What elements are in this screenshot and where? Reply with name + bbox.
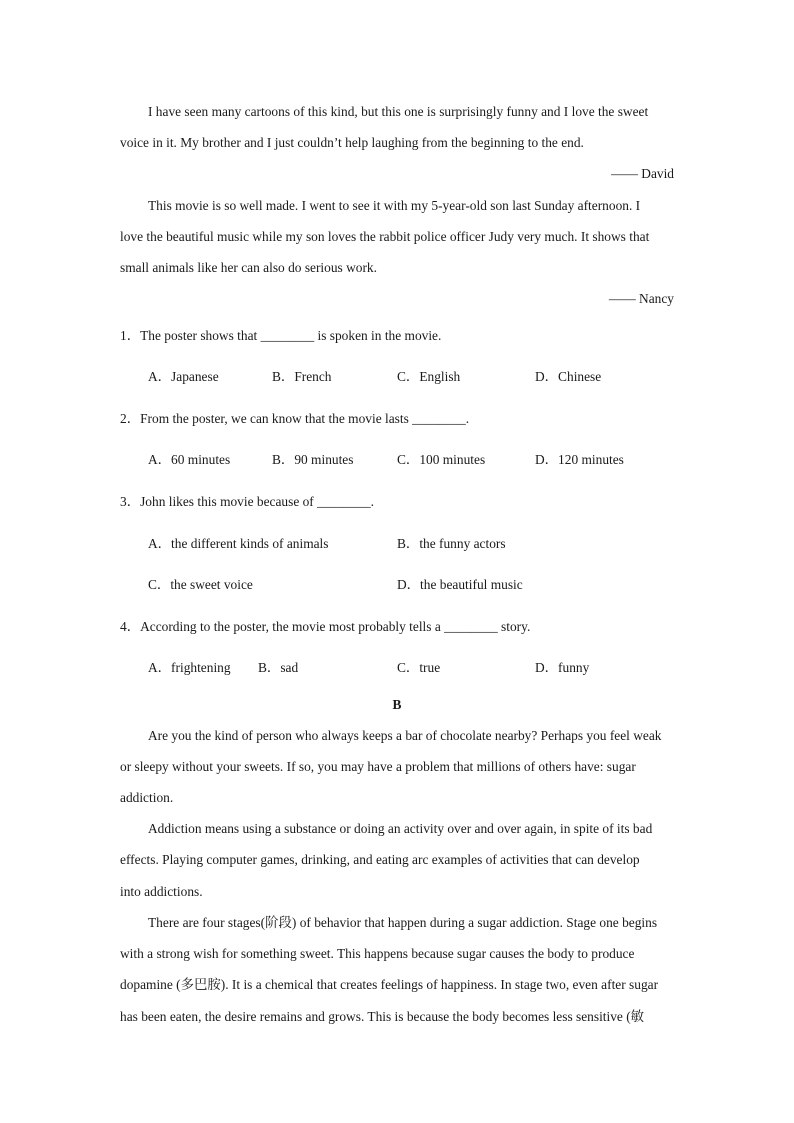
section-b-p2-line-2: effects. Playing computer games, drinking, and eating arc examples of activities that can develop xyxy=(120,852,640,867)
section-b-p3-line-3: dopamine (多巴胺). It is a chemical that creates feelings of happiness. In stage two, even after sugar xyxy=(120,977,659,992)
question-3-option-d: D．the beautiful music xyxy=(397,577,523,592)
question-1-option-a: A．Japanese xyxy=(148,369,219,384)
question-2-stem: 2．From the poster, we can know that the movie lasts ________. xyxy=(120,411,470,426)
question-4-option-c: C．true xyxy=(397,660,441,675)
section-b-p3-line-2: with a strong wish for something sweet. This happens because sugar causes the body to produce xyxy=(120,946,635,961)
question-2-option-c: C．100 minutes xyxy=(397,452,486,467)
question-3-option-c: C．the sweet voice xyxy=(148,577,253,592)
section-b-p1-line-1: Are you the kind of person who always keeps a bar of chocolate nearby? Perhaps you feel weak xyxy=(148,728,662,743)
question-2-option-d: D．120 minutes xyxy=(535,452,624,467)
section-b-p2-line-1: Addiction means using a substance or doing an activity over and over again, in spite of its bad xyxy=(148,821,653,836)
question-1-option-b: B．French xyxy=(272,369,332,384)
question-4-option-a: A．frightening xyxy=(148,660,231,675)
question-2-option-b: B．90 minutes xyxy=(272,452,354,467)
review-nancy-line-1: This movie is so well made. I went to see it with my 5-year-old son last Sunday afternoon. I xyxy=(148,198,641,213)
review-david-signature: —— David xyxy=(611,166,674,181)
review-david-line-1: I have seen many cartoons of this kind, but this one is surprisingly funny and I love the sweet xyxy=(148,104,649,119)
question-4-option-b: B．sad xyxy=(258,660,299,675)
review-david-line-2: voice in it. My brother and I just couldn’t help laughing from the beginning to the end. xyxy=(120,135,584,150)
review-nancy-line-2: love the beautiful music while my son loves the rabbit police officer Judy very much. It shows that xyxy=(120,229,650,244)
question-3-stem: 3．John likes this movie because of ________. xyxy=(120,494,375,509)
question-2-option-a: A．60 minutes xyxy=(148,452,231,467)
review-nancy-signature: —— Nancy xyxy=(608,291,674,306)
section-b-p1-line-3: addiction. xyxy=(120,790,174,805)
question-1-stem: 1．The poster shows that ________ is spoken in the movie. xyxy=(120,328,442,343)
question-3-option-a: A．the different kinds of animals xyxy=(148,536,329,551)
section-b-p3-line-4: has been eaten, the desire remains and grows. This is because the body becomes less sensitive (敏 xyxy=(120,1009,645,1024)
section-b-p3-line-1: There are four stages(阶段) of behavior that happen during a sugar addiction. Stage one begins xyxy=(148,915,658,930)
question-1-option-d: D．Chinese xyxy=(535,369,602,384)
section-b-title: B xyxy=(392,697,402,712)
question-1-option-c: C．English xyxy=(397,369,461,384)
question-3-option-b: B．the funny actors xyxy=(397,536,506,551)
question-4-option-d: D．funny xyxy=(535,660,590,675)
section-b-p1-line-2: or sleepy without your sweets. If so, you may have a problem that millions of others have: sugar xyxy=(120,759,636,774)
review-nancy-line-3: small animals like her can also do serious work. xyxy=(120,260,377,275)
section-b-p2-line-3: into addictions. xyxy=(120,884,203,899)
question-4-stem: 4．According to the poster, the movie most probably tells a ________ story. xyxy=(120,619,531,634)
